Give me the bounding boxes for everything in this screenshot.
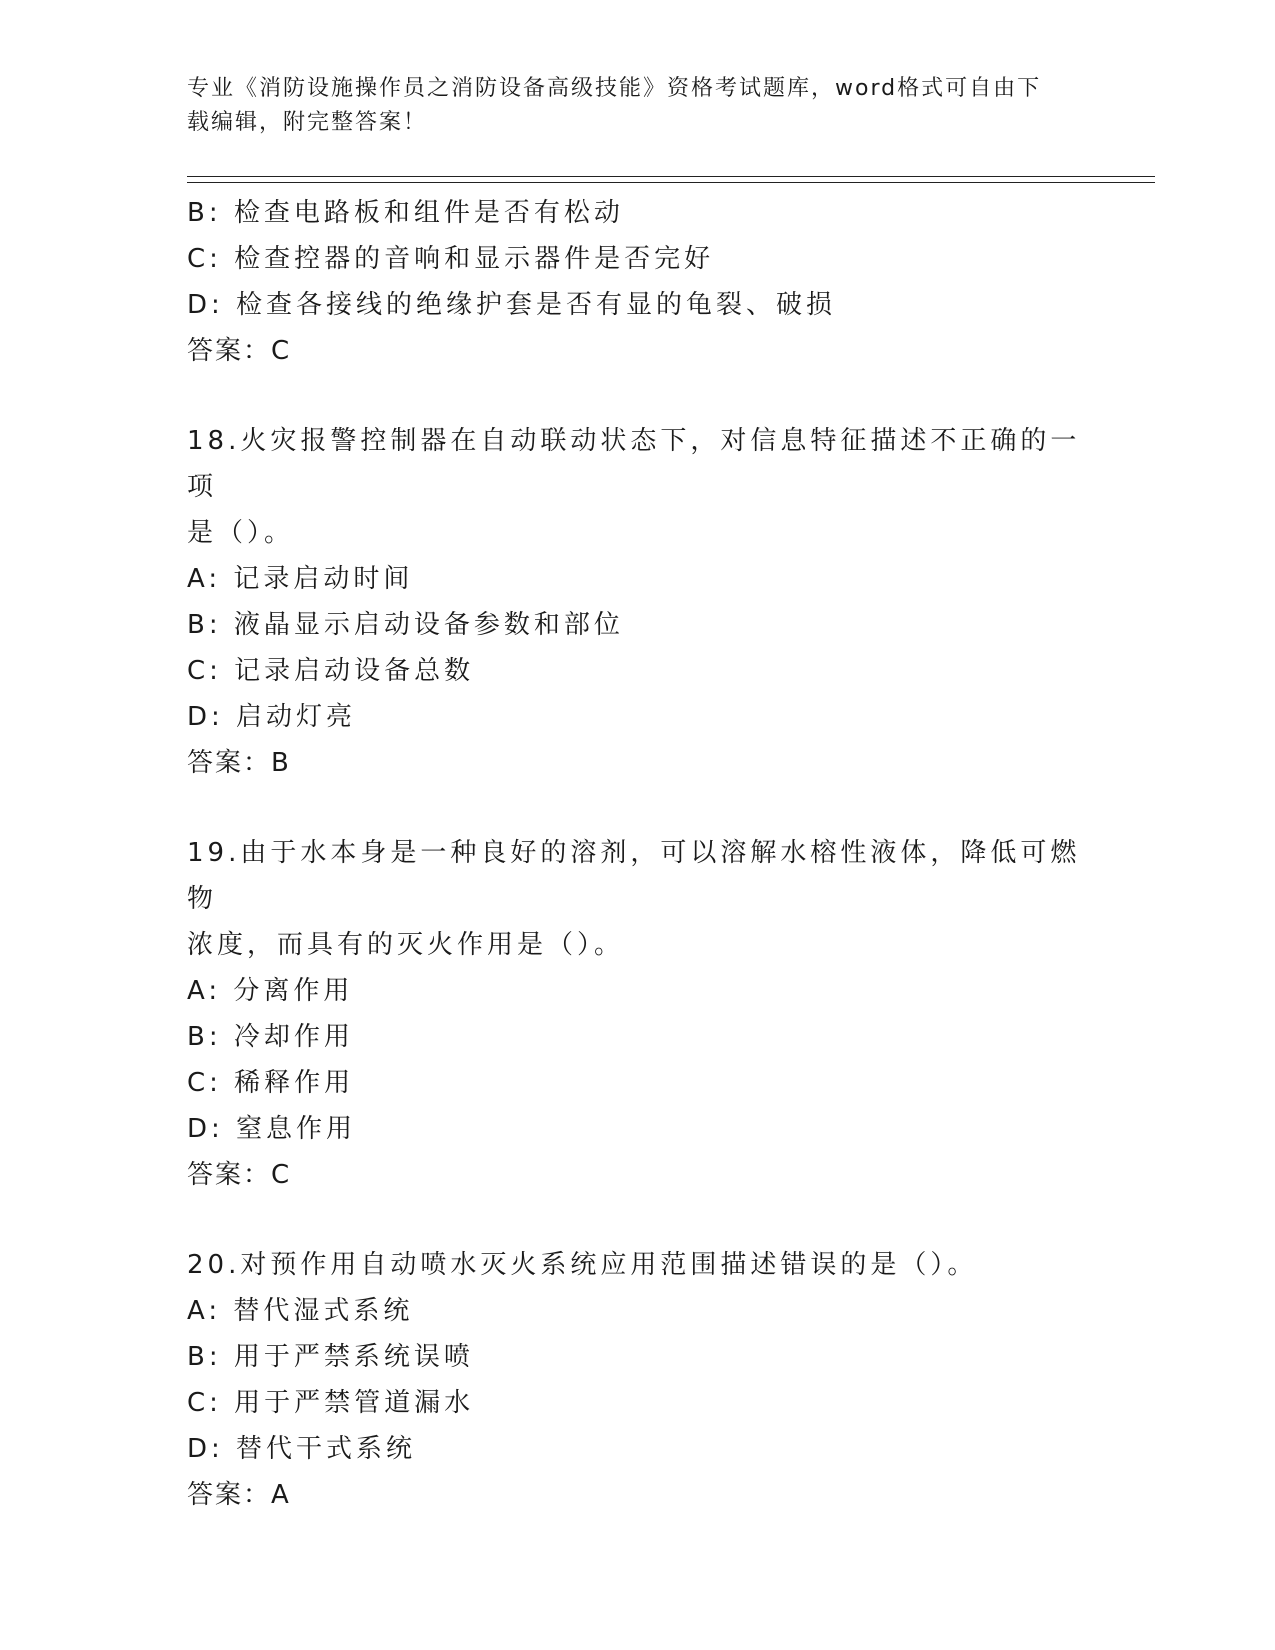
header-divider-bottom xyxy=(187,182,1155,183)
option-a: A: 记录启动时间 xyxy=(187,564,414,594)
question-18 xyxy=(187,418,1087,786)
question-17-tail xyxy=(187,190,1087,374)
question-list xyxy=(187,190,1087,1562)
answer: 答案：C xyxy=(187,336,292,366)
question-text-line-1: 19.由于水本身是一种良好的溶剂，可以溶解水榕性液体，降低可燃物 xyxy=(187,838,1081,914)
document-header xyxy=(187,72,1067,140)
option-b: B: 检查电路板和组件是否有松动 xyxy=(187,198,624,228)
answer: 答案：B xyxy=(187,748,291,778)
question-text-line-1: 20.对预作用自动喷水灭火系统应用范围描述错误的是（）。 xyxy=(187,1250,978,1280)
option-c: C: 记录启动设备总数 xyxy=(187,656,475,686)
answer: 答案：C xyxy=(187,1160,292,1190)
header-line-2: 载编辑，附完整答案！ xyxy=(187,110,428,135)
option-a: A: 分离作用 xyxy=(187,976,354,1006)
question-text-line-2: 浓度，而具有的灭火作用是（）。 xyxy=(187,930,625,960)
question-text-line-2: 是（）。 xyxy=(187,518,295,548)
option-d: D: 窒息作用 xyxy=(187,1114,357,1144)
question-20 xyxy=(187,1242,1087,1518)
question-19 xyxy=(187,830,1087,1198)
option-d: D: 替代干式系统 xyxy=(187,1434,417,1464)
option-c: C: 稀释作用 xyxy=(187,1068,355,1098)
option-d: D: 检查各接线的绝缘护套是否有显的龟裂、破损 xyxy=(187,290,837,320)
option-b: B: 用于严禁系统误喷 xyxy=(187,1342,474,1372)
option-c: C: 检查控器的音响和显示器件是否完好 xyxy=(187,244,715,274)
option-d: D: 启动灯亮 xyxy=(187,702,357,732)
answer: 答案：A xyxy=(187,1480,291,1510)
header-divider-top xyxy=(187,176,1155,177)
option-a: A: 替代湿式系统 xyxy=(187,1296,414,1326)
header-line-1: 专业《消防设施操作员之消防设备高级技能》资格考试题库，word格式可自由下 xyxy=(187,76,1042,101)
question-text-line-1: 18.火灾报警控制器在自动联动状态下，对信息特征描述不正确的一项 xyxy=(187,426,1081,502)
option-b: B: 冷却作用 xyxy=(187,1022,354,1052)
option-b: B: 液晶显示启动设备参数和部位 xyxy=(187,610,624,640)
option-c: C: 用于严禁管道漏水 xyxy=(187,1388,475,1418)
